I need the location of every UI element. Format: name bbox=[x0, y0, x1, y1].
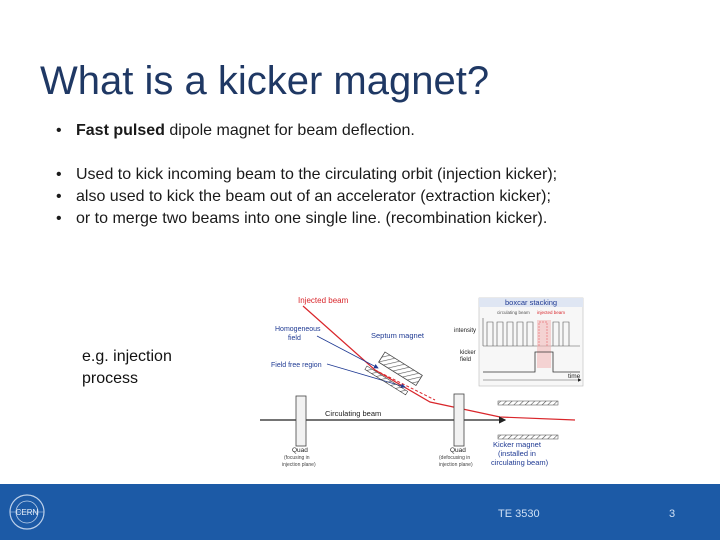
kicker-field-label-line2: field bbox=[460, 357, 472, 363]
quad-defocusing-sub1: (defocusing in bbox=[439, 455, 471, 461]
bullet-text: also used to kick the beam out of an accelerator (extraction kicker); bbox=[76, 188, 551, 205]
example-label bbox=[82, 346, 202, 390]
septum-magnet-label: Septum magnet bbox=[371, 331, 424, 340]
bullet-item bbox=[56, 120, 706, 142]
quad-focusing-title: Quad bbox=[292, 447, 308, 454]
bullet-text: Used to kick incoming beam to the circulating orbit (injection kicker); bbox=[76, 166, 558, 183]
time-axis-label: time bbox=[568, 373, 581, 380]
boxcar-circulating-label: circulating beam bbox=[497, 310, 530, 315]
bullet-dot: • bbox=[56, 122, 62, 139]
footer-code: TE 3530 bbox=[498, 508, 540, 520]
quad-defocusing-title: Quad bbox=[450, 447, 466, 454]
boxcar-stacking-inset bbox=[454, 298, 583, 386]
bullet-text: or to merge two beams into one single line. (recombination kicker). bbox=[76, 210, 548, 227]
slide-title: What is a kicker magnet? bbox=[40, 59, 490, 103]
homogeneous-field-arrow bbox=[317, 336, 378, 368]
injected-beam-label: Injected beam bbox=[298, 296, 349, 305]
quad-focusing-shape bbox=[296, 396, 306, 446]
quad-defocusing-shape bbox=[454, 394, 464, 446]
bullet-item bbox=[56, 208, 706, 230]
intensity-label: intensity bbox=[454, 328, 477, 334]
bullet-list bbox=[56, 120, 706, 230]
cern-logo-text: CERN bbox=[15, 508, 39, 517]
kicker-magnet-label-line3: circulating beam) bbox=[491, 458, 549, 467]
bullet-dot: • bbox=[56, 210, 62, 227]
boxcar-stacking-title: boxcar stacking bbox=[505, 298, 558, 307]
homogeneous-field-label-line2: field bbox=[288, 335, 301, 342]
homogeneous-field-label-line1: Homogeneous bbox=[275, 326, 321, 333]
bullet-dot: • bbox=[56, 188, 62, 205]
cern-logo bbox=[7, 490, 47, 534]
bullet-dot: • bbox=[56, 166, 62, 183]
example-label-line1: e.g. injection bbox=[82, 348, 172, 365]
kicker-field-label-line1: kicker bbox=[460, 350, 476, 356]
kicker-magnet-label-line2: (installed in bbox=[498, 449, 536, 458]
bullet-bold-text: Fast pulsed bbox=[76, 122, 165, 139]
circulating-beam-label: Circulating beam bbox=[325, 409, 382, 418]
kicker-magnet-label-line1: Kicker magnet bbox=[493, 440, 541, 449]
boxcar-injected-label: injected beam bbox=[537, 310, 566, 315]
injection-diagram bbox=[255, 290, 585, 475]
page-number: 3 bbox=[669, 508, 676, 520]
kicker-magnet-top bbox=[498, 401, 558, 405]
quad-focusing-sub2: injection plane) bbox=[282, 462, 316, 468]
bullet-item bbox=[56, 186, 706, 208]
example-label-line2: process bbox=[82, 370, 139, 387]
field-free-region-label: Field free region bbox=[271, 362, 322, 369]
bullet-item bbox=[56, 164, 706, 186]
quad-defocusing-sub2: injection plane) bbox=[439, 462, 473, 468]
bullet-text: dipole magnet for beam deflection. bbox=[164, 122, 415, 139]
quad-focusing-sub1: (focusing in bbox=[284, 455, 310, 461]
kicker-magnet-bottom bbox=[498, 435, 558, 439]
footer-bar bbox=[0, 484, 720, 540]
